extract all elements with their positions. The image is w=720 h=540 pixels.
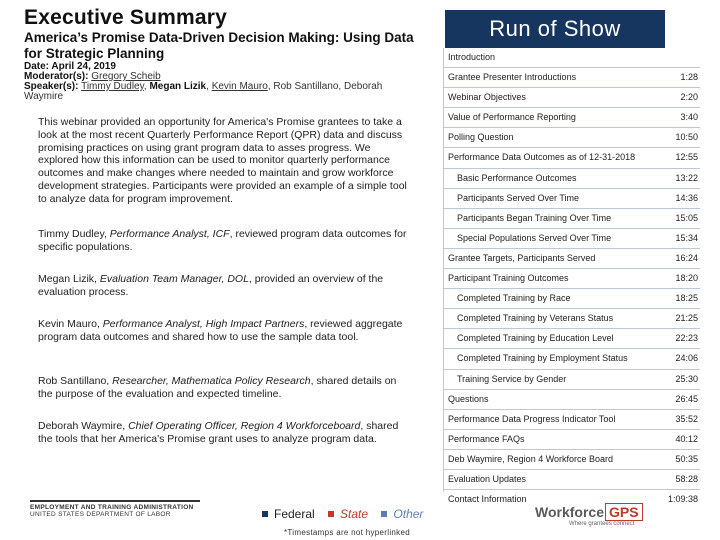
state-swatch-icon [328,511,334,517]
run-of-show-list [443,48,700,509]
ros-row[interactable]: Basic Performance Outcomes 13:22 [443,169,700,189]
workforcegps-logo: Workforce GPS Where grantees connect [535,503,705,537]
ros-row[interactable]: Completed Training by Veterans Status 21:25 [443,309,700,329]
speaker-paragraph-santillano: Rob Santillano, Researcher, Mathematica Policy Research, shared details on the purpose of the evaluation and expected timeline. [38,375,397,400]
speaker-link-mauro[interactable]: Kevin Mauro [211,81,268,92]
date-label: Date: April 24, 2019 [24,61,116,72]
run-of-show-banner: Run of Show [445,10,665,48]
ros-row[interactable]: Participants Served Over Time 14:36 [443,189,700,209]
ros-row[interactable]: Polling Question 10:50 [443,128,700,148]
ros-row[interactable]: Special Populations Served Over Time 15:34 [443,229,700,249]
page-title: Executive Summary [24,6,228,29]
moderator-link[interactable]: Gregory Scheib [91,71,161,82]
ros-row[interactable]: Grantee Targets, Participants Served 16:24 [443,249,700,269]
webinar-meta: Date: April 24, 2019 Moderator(s): Gregory Scheib Speaker(s): Timmy Dudley, Megan Lizik, Kevin Mauro, Rob Santillano, Deborah Waymire [24,61,383,102]
intro-paragraph: This webinar provided an opportunity for America's Promise grantees to take a look at the most recent Quarterly Performance Report (QPR) data and discuss promising practices on using grant program data to asses progress. We explored how this information can be used to monitor quarterly performance outcomes and make changes where needed to maintain and grow workforce development strategies. Participants were provided an example of a simple tool to analyze data for program improvement. [38,116,407,205]
ros-row[interactable]: Questions 26:45 [443,390,700,410]
ros-row[interactable]: Performance FAQs 40:12 [443,430,700,450]
ros-row[interactable]: Performance Data Progress Indicator Tool 35:52 [443,410,700,430]
ros-row[interactable]: Deb Waymire, Region 4 Workforce Board 50:35 [443,450,700,470]
speaker-paragraph-mauro: Kevin Mauro, Performance Analyst, High Impact Partners, reviewed aggregate program data outcomes and shared how to use the sample data tool. [38,318,403,343]
ros-row[interactable]: Evaluation Updates 58:28 [443,470,700,490]
ros-row[interactable]: Participant Training Outcomes 18:20 [443,269,700,289]
color-legend [262,507,433,521]
ros-row[interactable]: Completed Training by Employment Status 24:06 [443,349,700,369]
timestamp-footnote: *Timestamps are not hyperlinked [284,528,410,537]
logo-rule [30,500,200,502]
speakers-label: Speaker(s): [24,81,79,92]
ros-row[interactable]: Value of Performance Reporting 3:40 [443,108,700,128]
ros-row[interactable]: Participants Began Training Over Time 15:05 [443,209,700,229]
speaker-link-dudley[interactable]: Timmy Dudley [81,81,144,92]
speaker-name-lizik: Megan Lizik [149,81,207,92]
ros-row[interactable]: Grantee Presenter Introductions 1:28 [443,68,700,88]
ros-row[interactable]: Webinar Objectives 2:20 [443,88,700,108]
webinar-subtitle: America’s Promise Data-Driven Decision Making: Using Data for Strategic Planning [24,30,414,61]
ros-row[interactable]: Completed Training by Education Level 22:23 [443,329,700,349]
speaker-paragraph-waymire: Deborah Waymire, Chief Operating Officer, Region 4 Workforceboard, shared the tools that her America's Promise grant uses to analyze program data. [38,420,399,445]
legend-federal: Federal [262,507,315,521]
speaker-paragraph-lizik: Megan Lizik, Evaluation Team Manager, DOL, provided an overview of the evaluation process. [38,273,384,298]
other-swatch-icon [381,511,387,517]
ros-row[interactable]: Performance Data Outcomes as of 12-31-2018 12:55 [443,148,700,168]
ros-row[interactable]: Introduction [443,48,700,68]
federal-swatch-icon [262,511,268,517]
speakers-rest: , Rob Santillano, Deborah Waymire [24,81,383,102]
speaker-paragraph-dudley: Timmy Dudley, Performance Analyst, ICF, reviewed program data outcomes for specific populations. [38,228,407,253]
ros-row[interactable]: Training Service by Gender 25:30 [443,370,700,390]
ros-row[interactable]: Completed Training by Race 18:25 [443,289,700,309]
dol-eta-logo: EMPLOYMENT AND TRAINING ADMINISTRATION UNITED STATES DEPARTMENT OF LABOR [30,500,240,530]
moderator-label: Moderator(s): [24,71,89,82]
ros-row[interactable]: Contact Information 1:09:38 [448,494,698,505]
legend-state: State [328,507,368,521]
legend-other: Other [381,507,423,521]
